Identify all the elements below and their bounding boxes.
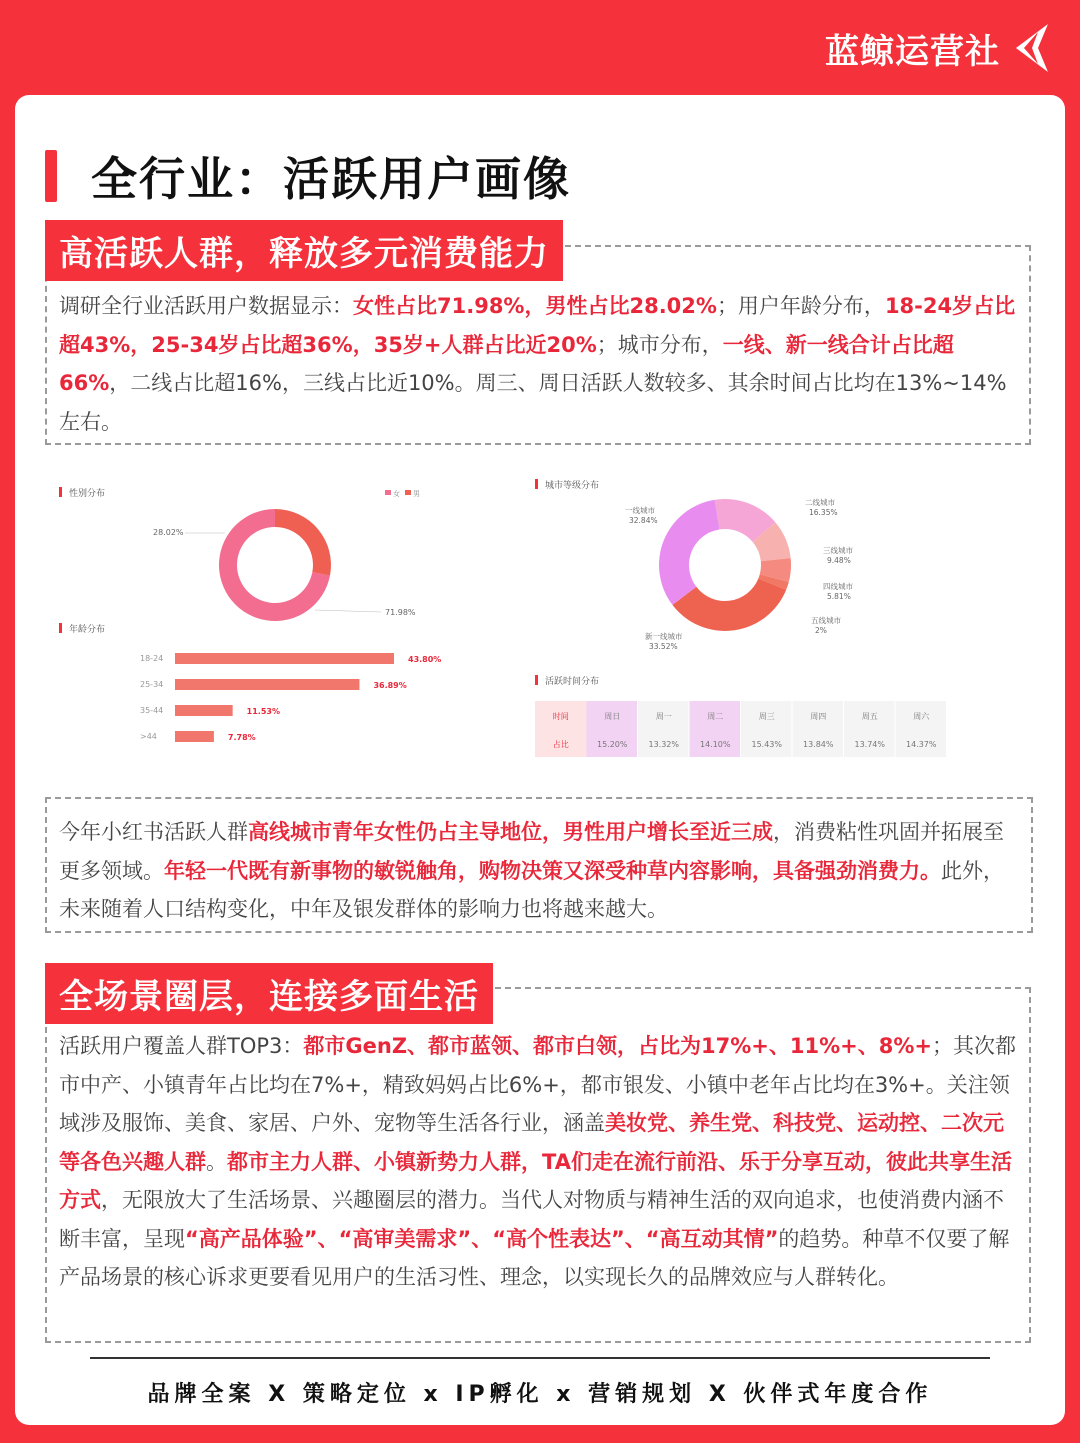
age-value-label: 36.89% (373, 681, 407, 690)
highlight-text: 一线、新一线合计占比超66% (59, 332, 954, 395)
age-value-label: 11.53% (246, 707, 280, 716)
age-value-label: 43.80% (408, 655, 442, 664)
city-donut-slice (659, 500, 719, 605)
table-value: 13.74% (854, 740, 886, 749)
city-name-label: 新一线城市 (645, 632, 683, 641)
footer-text: 品牌全案 X 策略定位 x IP孵化 x 营销规划 X 伙伴式年度合作 (147, 1382, 933, 1407)
section1-tag: 高活跃人群，释放多元消费能力 (45, 220, 563, 281)
body-text: ；其次都市中产、小镇青年占比均在7%+，精致妈妈占比6%+，都市银发、小镇中老年占比均在3%+。关注领域涉及服饰、美食、家居、户外、宠物等生活各行业，涵盖 (59, 1034, 1017, 1135)
table-column-header: 周五 (861, 712, 878, 721)
table-value: 14.10% (699, 740, 731, 749)
left-charts-svg (45, 465, 525, 765)
city-value-label: 33.52% (649, 642, 678, 651)
table-column-header: 周四 (810, 712, 827, 721)
brand-name: 蓝鲸运营社 (825, 31, 1000, 72)
highlight-text: 18-24岁占比超43%，25-34岁占比超36%，35岁+人群占比近20% (59, 294, 1016, 357)
legend-label: 男 (413, 490, 420, 498)
gender-label-male: 28.02% (153, 528, 184, 537)
body-text: 此外，未来随着人口结构变化，中年及银发群体的影响力也将越来越大。 (59, 858, 1004, 921)
age-bar (175, 679, 359, 690)
leader-line (315, 610, 381, 612)
body-text: 。 (206, 1149, 227, 1174)
body-text: 的趋势。种草不仅要了解产品场景的核心诉求更要看见用户的生活习性、理念，以实现长久的品牌效应与人群转化。 (59, 1226, 1010, 1289)
highlight-text: 年轻一代既有新事物的敏锐触角，购物决策又深受种草内容影响，具备强劲消费力。 (164, 858, 941, 883)
city-name-label: 一线城市 (625, 506, 655, 515)
table-value: 13.84% (802, 740, 834, 749)
table-column-header: 周六 (913, 712, 930, 721)
age-chart-title: 年龄分布 (69, 625, 106, 635)
body-text: ；用户年龄分布， (716, 294, 885, 318)
highlight-text: 女性占比71.98%，男性占比28.02% (353, 294, 717, 318)
table-value: 13.32% (648, 740, 680, 749)
body-text: ，消费粘性巩固并拓展至更多领域。 (59, 820, 1004, 883)
body-text: 活跃用户覆盖人群TOP3： (59, 1034, 304, 1058)
age-bar (175, 705, 233, 716)
age-bar (175, 731, 214, 742)
table-row-header: 时间 (552, 712, 569, 721)
page-title: 全行业：活跃用户画像 (91, 152, 571, 206)
table-column-header: 周日 (604, 712, 621, 721)
right-charts-svg (535, 465, 965, 765)
highlight-text: “高产品体验”、“高审美需求”、“高个性表达”、“高互动其情” (185, 1226, 779, 1251)
age-tick-label: >44 (140, 732, 157, 741)
city-name-label: 二线城市 (805, 498, 835, 507)
brand (825, 22, 1052, 74)
body-text: 调研全行业活跃用户数据显示： (59, 294, 353, 318)
city-value-label: 32.84% (629, 516, 658, 525)
chart-title-marker (535, 479, 538, 489)
chart-title-marker (59, 487, 62, 497)
legend-swatch (405, 490, 411, 495)
section1-summary (45, 797, 1033, 933)
footer-divider (90, 1357, 990, 1359)
table-row-header: 占比 (552, 740, 569, 749)
age-tick-label: 25-34 (140, 680, 164, 689)
city-value-label: 2% (815, 626, 827, 635)
age-bar (175, 653, 394, 664)
section2-paragraph (45, 987, 1031, 1343)
chart-title-marker (535, 675, 538, 685)
brand-logo-icon (1008, 22, 1052, 74)
city-chart-title: 城市等级分布 (545, 481, 600, 491)
title-accent-bar (45, 150, 57, 202)
chart-title-marker (59, 623, 62, 633)
table-value: 15.43% (751, 740, 783, 749)
legend-swatch (385, 490, 391, 495)
age-tick-label: 18-24 (140, 654, 164, 663)
highlight-text: 高线城市青年女性仍占主导地位，男性用户增长至近三成 (248, 820, 773, 844)
age-value-label: 7.78% (227, 733, 256, 742)
highlight-text: 都市主力人群、小镇新势力人群，TA们走在流行前沿、乐于分享互动，彼此共享生活方式 (59, 1149, 1012, 1212)
gender-label-female: 71.98% (385, 608, 416, 617)
table-column-header: 周二 (707, 712, 724, 721)
city-name-label: 五线城市 (811, 616, 841, 625)
gender-age-charts (45, 465, 525, 765)
table-value: 15.20% (596, 740, 628, 749)
city-name-label: 四线城市 (823, 582, 853, 591)
body-text: ，二线占比超16%，三线占比近10%。周三、周日活跃人数较多、其余时间占比均在13%~14%左右。 (59, 371, 1007, 434)
section2-tag: 全场景圈层，连接多面生活 (45, 963, 493, 1024)
city-value-label: 5.81% (827, 592, 851, 601)
body-text: 今年小红书活跃人群 (59, 820, 248, 844)
table-column-header: 周一 (655, 712, 672, 721)
city-value-label: 9.48% (827, 556, 851, 565)
gender-chart-title: 性别分布 (69, 489, 106, 499)
body-text: ；城市分布， (596, 332, 723, 357)
table-column-header: 周三 (758, 712, 775, 721)
time-chart-title: 活跃时间分布 (545, 677, 600, 687)
page-title-row (45, 143, 571, 209)
city-value-label: 16.35% (809, 508, 838, 517)
table-value: 14.37% (905, 740, 937, 749)
highlight-text: 都市GenZ、都市蓝领、都市白领，占比为17%+、11%+、8%+ (303, 1034, 933, 1058)
highlight-text: 美妆党、养生党、科技党、运动控、二次元等各色兴趣人群 (59, 1111, 1004, 1174)
donut-slice-male (275, 509, 331, 576)
age-tick-label: 35-44 (140, 706, 164, 715)
city-time-charts (535, 465, 965, 765)
legend-label: 女 (393, 490, 400, 498)
content-card (15, 95, 1065, 1425)
city-name-label: 三线城市 (823, 546, 853, 555)
body-text: ，无限放大了生活场景、兴趣圈层的潜力。当代人对物质与精神生活的双向追求，也使消费内涵不断丰富，呈现 (59, 1188, 1004, 1251)
